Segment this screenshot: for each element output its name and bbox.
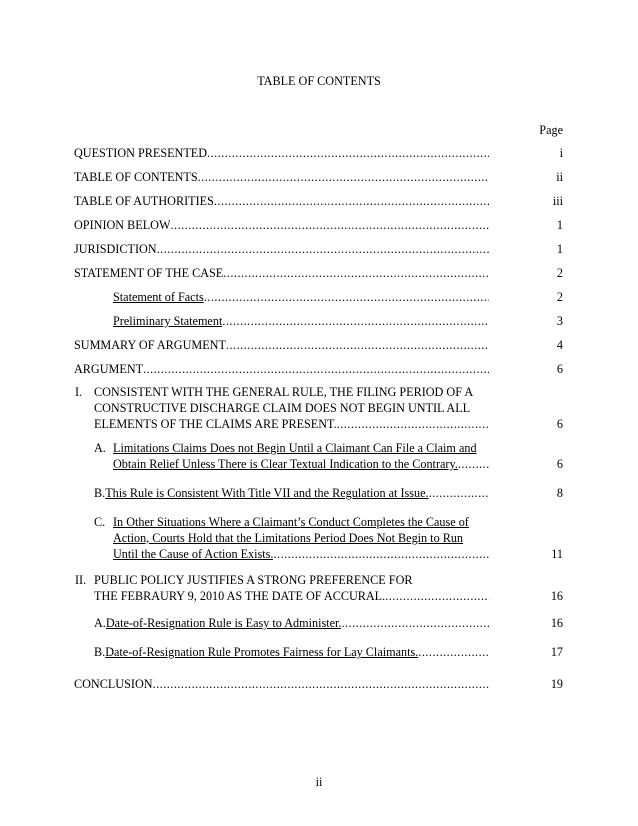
toc-entry-page: ii (556, 170, 563, 184)
section-number: A. (94, 441, 106, 455)
section-number: I. (75, 385, 83, 399)
toc-entry-page: 4 (556, 338, 563, 352)
section-number: B. (94, 486, 106, 500)
toc-entry[interactable] (74, 194, 563, 210)
leader-dots (458, 457, 489, 473)
section-line: ELEMENTS OF THE CLAIMS ARE PRESENT. (94, 416, 337, 431)
toc-entry-page: 3 (556, 314, 563, 328)
section-line: Date-of-Resignation Rule is Easy to Administer. (105, 616, 342, 630)
toc-entry-label: TABLE OF CONTENTS (74, 170, 198, 184)
toc-entry[interactable] (74, 338, 563, 354)
leader-dots (341, 616, 489, 632)
section-line: CONSISTENT WITH THE GENERAL RULE, THE FILING PERIOD OF A (94, 385, 474, 399)
leader-dots (385, 589, 489, 605)
toc-entry-page: 1 (556, 242, 563, 256)
section-line: Limitations Claims Does not Begin Until a Claimant Can File a Claim and (113, 441, 477, 455)
leader-dots (157, 242, 489, 258)
toc-entry-page: 6 (556, 362, 563, 376)
toc-entry-page: 16 (550, 588, 563, 603)
toc-entry-label: QUESTION PRESENTED (74, 146, 208, 160)
leader-dots (153, 677, 489, 693)
toc-section[interactable] (75, 385, 563, 432)
page-title: TABLE OF CONTENTS (257, 74, 381, 88)
leader-dots (204, 290, 489, 306)
toc-subsection[interactable] (94, 515, 563, 562)
toc-entry[interactable] (74, 170, 563, 186)
section-line: PUBLIC POLICY JUSTIFIES A STRONG PREFERENCE FOR (94, 573, 413, 587)
toc-entry-page: 16 (550, 616, 563, 630)
toc-entry-page: iii (552, 194, 563, 208)
toc-entry-label: OPINION BELOW (74, 218, 171, 232)
toc-entry-page: 19 (550, 677, 563, 691)
toc-entry[interactable] (74, 218, 563, 234)
toc-subsection[interactable] (94, 486, 563, 502)
toc-entry-label: Statement of Facts (113, 290, 204, 304)
leader-dots (418, 645, 489, 661)
leader-dots (143, 362, 489, 378)
leader-dots (207, 146, 489, 162)
toc-subsection[interactable] (94, 645, 563, 661)
section-line: Date-of-Resignation Rule Promotes Fairness for Lay Claimants. (105, 645, 419, 659)
toc-entry-page: 11 (551, 546, 563, 561)
leader-dots (222, 314, 489, 330)
section-number: II. (75, 573, 87, 587)
toc-entry[interactable] (74, 362, 563, 378)
toc-entry[interactable] (74, 266, 563, 282)
section-number: C. (94, 515, 106, 529)
toc-entry-label: CONCLUSION (74, 677, 153, 691)
toc-entry-page: 17 (550, 645, 563, 659)
toc-entry[interactable] (74, 242, 563, 258)
toc-entry-label: SUMMARY OF ARGUMENT (74, 338, 226, 352)
leader-dots (273, 547, 489, 563)
toc-subentry[interactable] (113, 290, 563, 306)
toc-entry-page: 2 (556, 266, 563, 280)
toc-entry-label: TABLE OF AUTHORITIES (74, 194, 214, 208)
toc-entry-label: Preliminary Statement (113, 314, 223, 328)
toc-entry-page: i (559, 146, 563, 160)
leader-dots (198, 170, 489, 186)
leader-dots (337, 417, 489, 433)
toc-entry-page: 6 (556, 456, 563, 471)
toc-entry-page: 2 (556, 290, 563, 304)
section-number: B. (94, 645, 106, 659)
page-number: ii (315, 775, 323, 789)
toc-entry-label: STATEMENT OF THE CASE (74, 266, 224, 280)
section-line: In Other Situations Where a Claimant’s Conduct Completes the Cause of (113, 515, 469, 529)
leader-dots (429, 486, 489, 502)
toc-entry-label: ARGUMENT (74, 362, 144, 376)
toc-entry[interactable] (74, 146, 563, 162)
section-line: This Rule is Consistent With Title VII and the Regulation at Issue. (105, 486, 429, 500)
leader-dots (226, 338, 489, 354)
toc-section[interactable] (75, 573, 563, 605)
toc-subsection[interactable] (94, 441, 563, 473)
page-column-header: Page (539, 123, 563, 137)
toc-entry[interactable] (74, 677, 563, 693)
toc-entry-page: 1 (556, 218, 563, 232)
section-line: Obtain Relief Unless There is Clear Textual Indication to the Contrary. (113, 456, 458, 471)
leader-dots (223, 266, 489, 282)
toc-entry-page: 8 (556, 486, 563, 500)
section-number: A. (94, 616, 106, 630)
section-line: Action, Courts Hold that the Limitations Period Does Not Begin to Run (113, 530, 464, 545)
toc-entry-page: 6 (556, 416, 563, 431)
section-line: THE FEBRAURY 9, 2010 AS THE DATE OF ACCURAL. (94, 588, 386, 603)
leader-dots (214, 194, 489, 210)
leader-dots (170, 218, 489, 234)
section-line: Until the Cause of Action Exists. (113, 546, 274, 561)
section-line: CONSTRUCTIVE DISCHARGE CLAIM DOES NOT BEGIN UNTIL ALL (94, 400, 471, 415)
toc-subentry[interactable] (113, 314, 563, 330)
toc-subsection[interactable] (94, 616, 563, 632)
toc-entry-label: JURISDICTION (74, 242, 157, 256)
